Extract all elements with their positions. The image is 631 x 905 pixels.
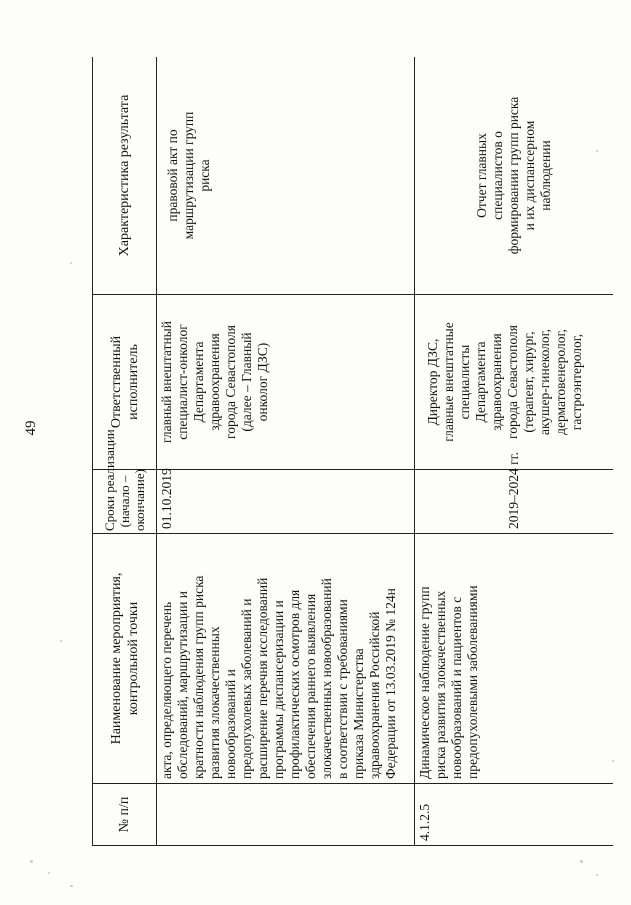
row2-term: 2019–2024 гг. bbox=[415, 470, 614, 534]
row1-name-line: программы диспансеризации и bbox=[271, 600, 286, 779]
row1-name-line: злокачественных новообразований bbox=[319, 578, 334, 779]
row2-name-line: Динамическое наблюдение групп bbox=[417, 586, 432, 779]
row1-name-line: предопухолевых заболеваний и bbox=[239, 598, 254, 779]
row2-result-line: формировании групп риска bbox=[506, 96, 521, 255]
rotated-table-frame bbox=[92, 57, 613, 846]
table-row bbox=[415, 57, 614, 846]
row1-resp-line: онколог ДЗС) bbox=[255, 342, 270, 422]
row2-name-line: риска развития злокачественных bbox=[433, 590, 448, 779]
header-term bbox=[93, 429, 157, 534]
row1-resp-line: здравоохранения bbox=[207, 333, 222, 431]
row2-resp-line: главные внештатные bbox=[441, 322, 456, 442]
scan-speck bbox=[30, 860, 33, 863]
header-num: № п/п bbox=[93, 784, 157, 846]
row1-name-line: обследований, маршрутизации и bbox=[175, 590, 190, 779]
plan-table bbox=[92, 57, 613, 846]
row1-result-line: маршрутизации групп bbox=[181, 111, 196, 240]
header-term-line3: окончание) bbox=[132, 469, 147, 531]
row2-resp-line: (терапевт, хирург, bbox=[521, 331, 536, 433]
row2-name-line: предопухолевыми заболеваниями bbox=[465, 585, 480, 779]
row1-name-line: развития злокачественных bbox=[207, 626, 222, 779]
header-resp-line1: Ответственный bbox=[108, 335, 124, 429]
row2-resp-line: гастроэнтеролог, bbox=[569, 333, 584, 431]
row1-resp-line: города Севастополя bbox=[223, 325, 238, 439]
row2-result-line: специалистов о bbox=[490, 131, 505, 220]
row2-resp-line: дерматовенеролог, bbox=[553, 329, 568, 435]
row1-name bbox=[157, 534, 415, 784]
row1-name-line: расширение перечня исследований bbox=[255, 577, 270, 779]
row1-resp-line: специалист-онколог bbox=[175, 324, 190, 440]
row2-resp-line: Департамента bbox=[473, 341, 488, 423]
row2-responsible bbox=[415, 295, 614, 470]
row2-resp-line: города Севастополя bbox=[505, 325, 520, 439]
row1-num bbox=[157, 784, 415, 846]
row2-resp-line: здравоохранения bbox=[489, 333, 504, 431]
row2-resp-line: Директор ДЗС, bbox=[425, 338, 440, 426]
row1-result bbox=[157, 57, 415, 295]
row2-num: 4.1.2.5 bbox=[415, 784, 614, 846]
scan-speck bbox=[70, 262, 72, 264]
row1-resp-line: Департамента bbox=[191, 341, 206, 423]
row1-result-line: правовой акт по bbox=[165, 129, 180, 222]
row1-name-line: приказа Министерства bbox=[351, 648, 366, 779]
row2-name bbox=[415, 534, 614, 784]
row1-term: 01.10.2019 bbox=[157, 470, 415, 534]
row1-resp-line: главный внештатный bbox=[159, 321, 174, 443]
table-sheet bbox=[92, 57, 613, 846]
row2-resp-line: специалисты bbox=[457, 344, 472, 420]
row1-name-line: Федерации от 13.03.2019 № 124н bbox=[383, 588, 398, 779]
row2-result-line: Отчет главных bbox=[474, 133, 489, 218]
scan-speck bbox=[580, 860, 583, 863]
scan-speck bbox=[70, 885, 73, 887]
table-header-row bbox=[93, 57, 157, 846]
scan-speck bbox=[596, 874, 598, 876]
row1-name-line: профилактических осмотров для bbox=[287, 589, 302, 779]
row1-name-line: обеспечения раннего выявления bbox=[303, 593, 318, 779]
scan-speck bbox=[596, 150, 598, 152]
row1-name-line: в соответствии с требованиями bbox=[335, 599, 350, 779]
header-term-line1: Сроки реализации bbox=[102, 429, 117, 531]
scan-speck bbox=[612, 760, 614, 762]
row2-name-line: новообразований и пациентов с bbox=[449, 596, 464, 779]
page-number: 49 bbox=[23, 420, 39, 436]
row2-result bbox=[415, 57, 614, 295]
scan-speck bbox=[60, 640, 62, 642]
row1-name-line: новообразований и bbox=[223, 669, 238, 779]
row1-name-line: кратности наблюдения групп риска bbox=[191, 575, 206, 779]
header-name: Наименование мероприятия, контрольной точки bbox=[93, 534, 157, 784]
row2-result-line: наблюдении bbox=[538, 140, 553, 211]
row1-responsible bbox=[157, 295, 415, 470]
table-row bbox=[157, 57, 415, 846]
row2-resp-line: акушер-гинеколог, bbox=[537, 328, 552, 436]
row1-name-line: здравоохранения Российской bbox=[367, 611, 382, 779]
row1-name-line: акта, определяющего перечень bbox=[159, 601, 174, 779]
row1-result-line: риска bbox=[197, 159, 212, 192]
row1-resp-line: (далее – Главный bbox=[239, 332, 254, 432]
header-resp-line2: исполнитель bbox=[125, 344, 141, 420]
header-result: Характеристика результата bbox=[93, 57, 157, 295]
scan-speck bbox=[48, 872, 50, 874]
row2-result-line: и их диспансерном bbox=[522, 120, 537, 231]
header-term-line2: (начало – bbox=[117, 475, 132, 528]
